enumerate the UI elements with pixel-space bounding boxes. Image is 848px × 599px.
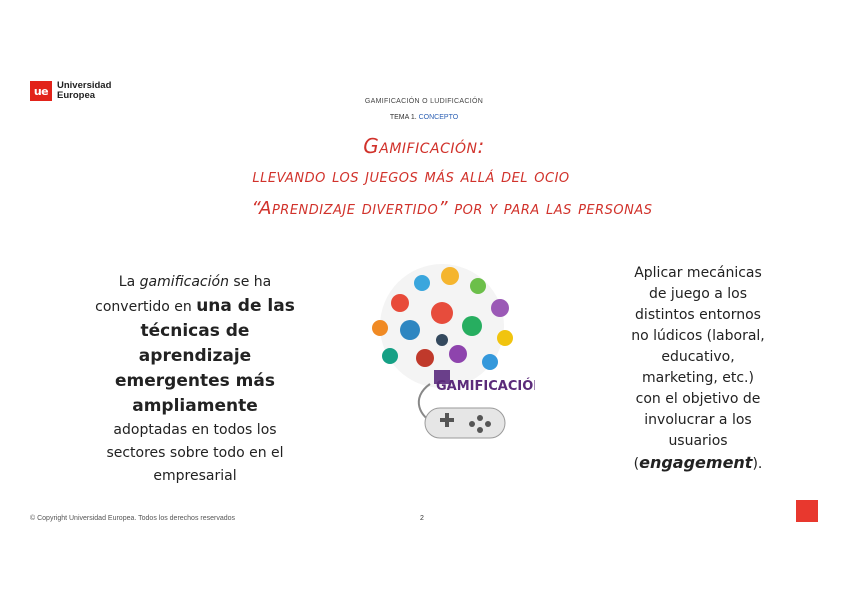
right-line: de juego a los: [648, 286, 747, 302]
topic-prefix: TEMA 1.: [389, 114, 417, 121]
left-emphasis: una de las: [196, 296, 295, 316]
illustration-caption: GAMIFICACIÓN: [436, 379, 535, 394]
slide-subtitle-2: “Aprendizaje divertido” por y para las personas: [251, 198, 653, 219]
right-last-line: [618, 452, 778, 475]
left-text-part: convertido en: [95, 299, 197, 315]
paren-open: (: [633, 456, 640, 472]
page-number: 2: [420, 515, 424, 522]
topic-highlight: CONCEPTO: [418, 114, 459, 121]
left-emphasis-line: técnicas de: [140, 321, 250, 341]
right-line: educativo,: [661, 349, 735, 365]
right-line: no lúdicos (laboral,: [631, 328, 765, 344]
red-square-decoration: [796, 500, 818, 522]
left-text-part: La: [118, 274, 140, 290]
right-paragraph: [618, 263, 778, 475]
engagement-term: engagement: [639, 453, 753, 472]
slide-subtitle-1: llevando los juegos más allá del ocio: [252, 166, 570, 187]
right-line: distintos entornos: [635, 307, 761, 323]
footer-copyright: © Copyright Universidad Europea. Todos los derechos reservados: [30, 515, 236, 522]
slide-title: Gamificación:: [363, 134, 485, 158]
gamification-tree-controller-icon: [350, 258, 535, 458]
course-header: GAMIFICACIÓN O LUDIFICACIÓN: [364, 98, 484, 105]
right-line: con el objetivo de: [635, 391, 761, 407]
topic-header: [0, 114, 848, 121]
right-line: involucrar a los: [644, 412, 752, 428]
left-emphasis-line: ampliamente: [132, 396, 258, 416]
paren-close: ).: [752, 456, 763, 472]
left-emphasis-line: emergentes más: [115, 371, 275, 391]
left-paragraph: [88, 271, 302, 488]
left-emphasis-line: aprendizaje: [138, 346, 252, 366]
left-text-part: se ha: [228, 274, 272, 290]
ue-logo-mark: ue: [30, 81, 52, 101]
right-line: usuarios: [668, 433, 728, 449]
left-line: adoptadas en todos los: [113, 422, 277, 438]
gamification-illustration: [350, 258, 535, 458]
left-line: sectores sobre todo en el: [106, 445, 284, 461]
logo-line1: Universidad: [57, 80, 112, 91]
right-line: marketing, etc.): [642, 370, 754, 386]
left-line: empresarial: [153, 468, 237, 484]
logo-line2: Europea: [57, 90, 96, 101]
left-italic-term: gamificación: [139, 274, 229, 290]
right-line: Aplicar mecánicas: [634, 265, 762, 281]
